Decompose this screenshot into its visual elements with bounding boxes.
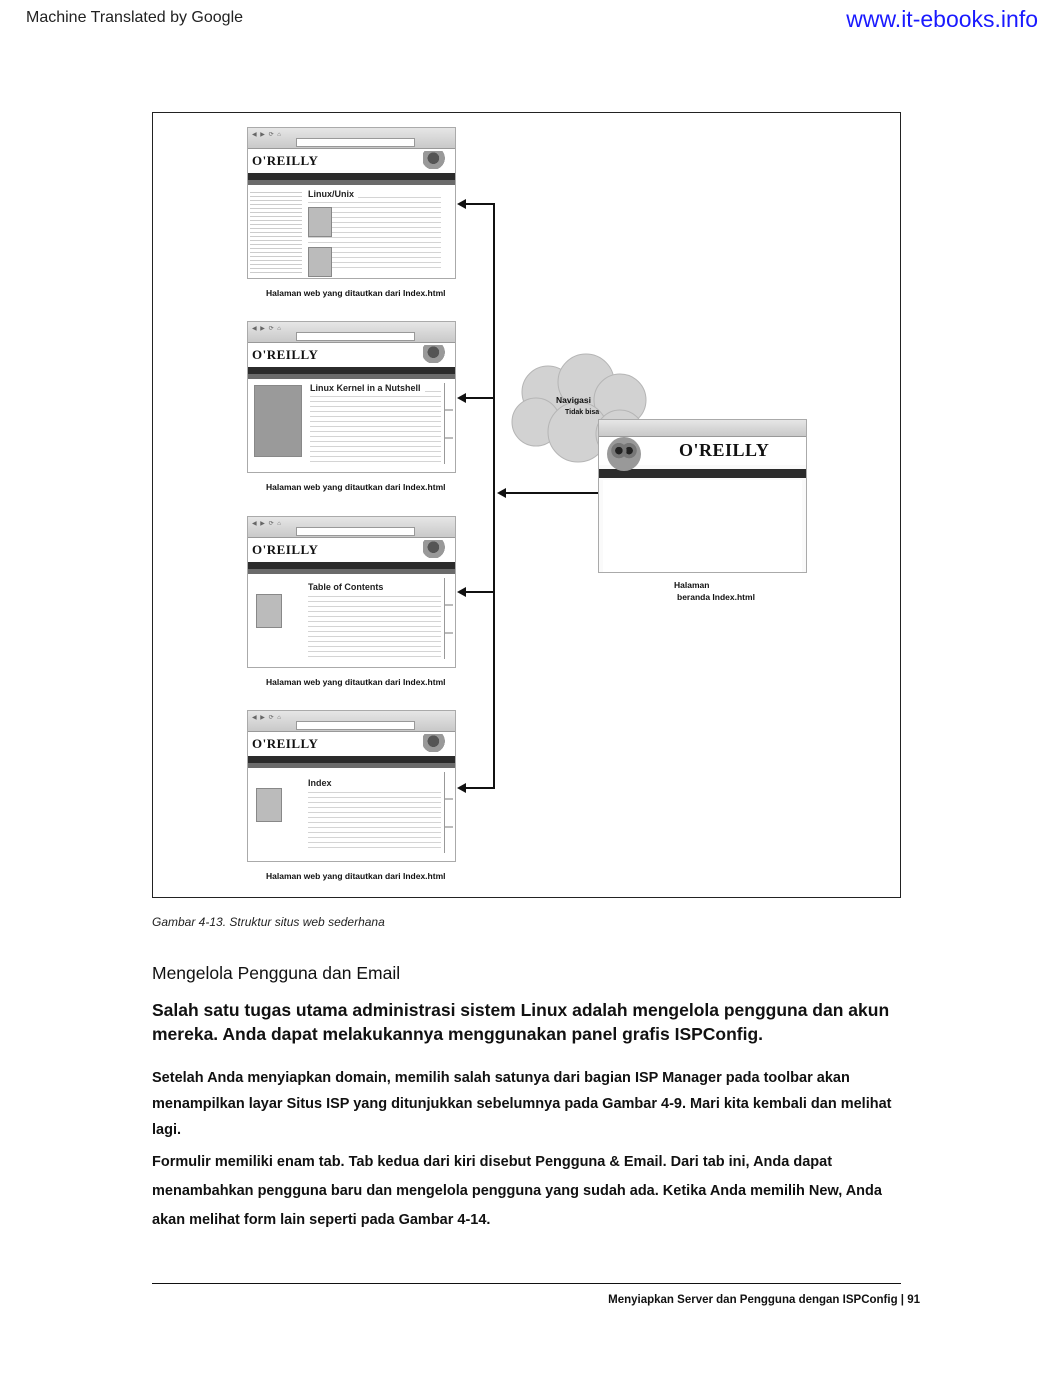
linked-page-screenshot: ◀ ▶ ⟳ ⌂ O'REILLY Table of Contents [247,516,456,668]
oreilly-logo: O'REILLY [252,347,319,362]
owl-icon [607,437,641,471]
screenshot-heading: Linux/Unix [308,189,358,199]
connector-line [465,787,495,789]
cloud-label: Navigasi [556,395,591,405]
connector-line [465,397,495,399]
linked-page-screenshot [247,127,456,279]
arrow-left-icon [497,488,506,498]
screenshot-caption: Halaman web yang ditautkan dari Index.html [266,677,446,687]
footer-text: Menyiapkan Server dan Pengguna dengan ISPConfig | 91 [608,1294,920,1306]
body-paragraph: Setelah Anda menyiapkan domain, memilih salah satunya dari bagian ISP Manager pada toolbar akan menampilkan layar Situs ISP yang ditunjukkan sebelumnya pada Gambar 4-9. Mari kita kembali dan melihat lagi. [152,1070,892,1138]
linked-page-screenshot: ◀ ▶ ⟳ ⌂ O'REILLY Linux Kernel in a Nutshell [247,321,456,473]
screenshot-caption: Halaman web yang ditautkan dari Index.html [266,871,446,881]
arrow-left-icon [457,587,466,597]
home-label: beranda Index.html [677,592,755,602]
connector-line [465,203,495,205]
tarsier-icon [423,540,449,558]
arrow-left-icon [457,199,466,209]
connector-line [505,492,600,494]
screenshot-heading: Index [308,778,336,788]
oreilly-logo: O'REILLY [679,440,770,460]
screenshot-heading: Table of Contents [308,582,387,592]
machine-translated-label: Machine Translated by Google [26,9,244,26]
home-label: Halaman [674,580,710,590]
footer-rule [152,1283,901,1284]
connector-line [493,203,495,788]
section-heading: Mengelola Pengguna dan Email [152,963,401,983]
lead-paragraph: Salah satu tugas utama administrasi sistem Linux adalah mengelola pengguna dan akun mereka. Anda dapat melakukannya menggunakan panel grafis ISPConfig. [152,1000,890,1044]
oreilly-logo: O'REILLY [252,736,319,751]
tarsier-icon [423,151,449,169]
screenshot-heading: Linux Kernel in a Nutshell [310,383,425,393]
site-link[interactable]: www.it-ebooks.info [846,6,1038,32]
screenshot-caption: Halaman web yang ditautkan dari Index.html [266,288,446,298]
oreilly-logo: O'REILLY [252,153,319,168]
body-paragraph: Formulir memiliki enam tab. Tab kedua dari kiri disebut Pengguna & Email. Dari tab ini, Anda dapat menambahkan pengguna baru dan mengelola pengguna yang sudah ada. Ketika Anda memilih New, Anda akan melihat form lain seperti pada Gambar 4-14. [152,1154,882,1228]
tarsier-icon [423,345,449,363]
browser-chrome: ◀ ▶ ⟳ ⌂ [248,128,455,149]
tarsier-icon [423,734,449,752]
linked-page-screenshot: ◀ ▶ ⟳ ⌂ O'REILLY Index [247,710,456,862]
arrow-left-icon [457,393,466,403]
arrow-left-icon [457,783,466,793]
connector-line [465,591,495,593]
screenshot-caption: Halaman web yang ditautkan dari Index.html [266,482,446,492]
cloud-sublabel: Tidak bisa [565,409,600,416]
home-page-screenshot [598,419,807,573]
oreilly-logo: O'REILLY [252,542,319,557]
figure-caption: Gambar 4-13. Struktur situs web sederhana [152,915,385,929]
